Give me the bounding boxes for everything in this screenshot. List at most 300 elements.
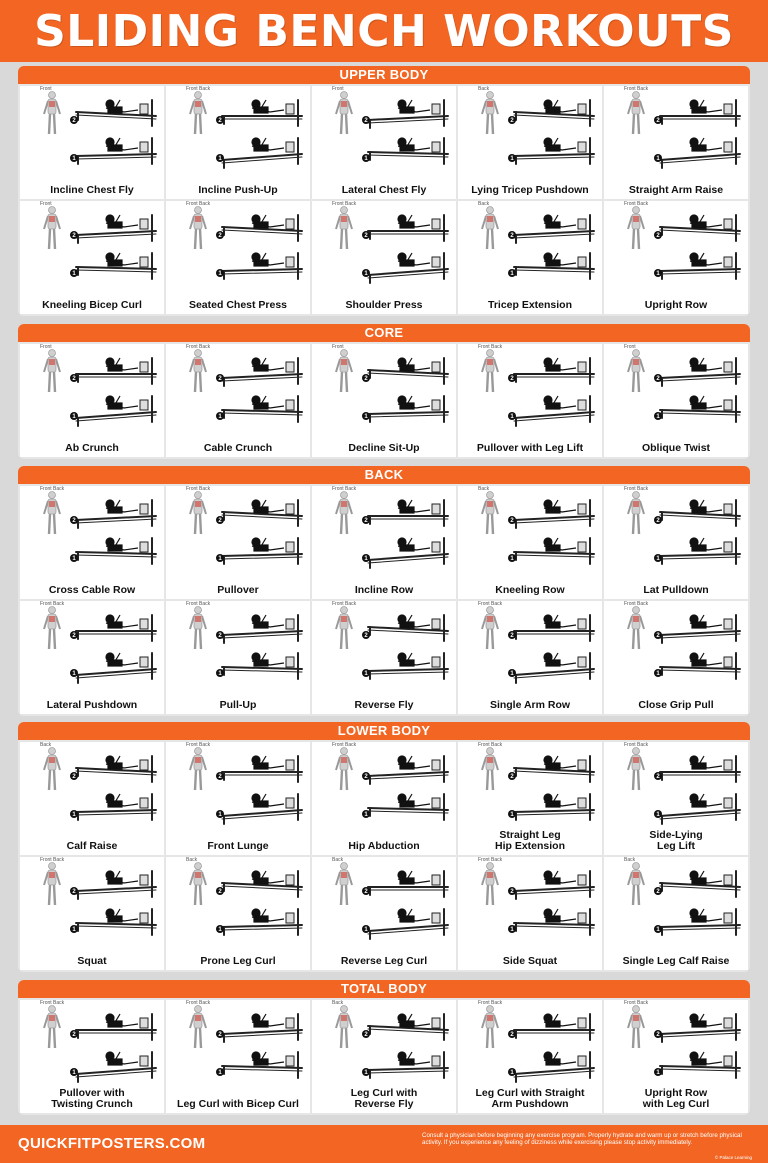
svg-text:1: 1 xyxy=(656,812,660,819)
exercise-card xyxy=(166,601,310,714)
svg-text:2: 2 xyxy=(656,518,660,525)
exercise-illustration xyxy=(508,492,598,574)
view-tag: Front Back xyxy=(624,1000,649,1006)
exercise-label: Leg Curl with Straight Arm Pushdown xyxy=(475,1087,585,1110)
svg-text:1: 1 xyxy=(72,927,76,934)
svg-text:2: 2 xyxy=(656,376,660,383)
svg-text:2: 2 xyxy=(72,774,76,781)
exercise-card xyxy=(166,857,310,970)
svg-text:2: 2 xyxy=(218,518,222,525)
muscle-map-icon xyxy=(470,205,510,253)
view-tag: Front xyxy=(40,344,52,350)
exercise-card xyxy=(166,201,310,314)
exercise-grid xyxy=(18,484,750,716)
muscle-map-icon xyxy=(470,605,510,653)
exercise-label: Leg Curl with Bicep Curl xyxy=(177,1098,299,1110)
exercise-card xyxy=(312,201,456,314)
view-tag: Front Back xyxy=(478,344,503,350)
muscle-map-icon xyxy=(32,605,72,653)
muscle-map-icon xyxy=(324,746,364,794)
exercise-grid xyxy=(18,998,750,1115)
svg-text:1: 1 xyxy=(72,156,76,163)
view-tag: Front xyxy=(40,201,52,207)
poster-footer xyxy=(0,1125,768,1163)
svg-text:2: 2 xyxy=(364,518,368,525)
muscle-map-icon xyxy=(470,490,510,538)
view-tag: Back xyxy=(332,1000,344,1006)
svg-text:1: 1 xyxy=(218,156,222,163)
view-tag: Back xyxy=(624,857,636,863)
muscle-map-icon xyxy=(32,746,72,794)
svg-text:2: 2 xyxy=(510,376,514,383)
view-tag: Front Back xyxy=(478,742,503,748)
view-tag: Front Back xyxy=(332,601,357,607)
svg-text:1: 1 xyxy=(656,927,660,934)
svg-text:1: 1 xyxy=(510,271,514,278)
exercise-illustration xyxy=(362,92,452,174)
exercise-card xyxy=(20,344,164,457)
svg-text:2: 2 xyxy=(72,518,76,525)
exercise-illustration xyxy=(654,92,744,174)
exercise-label: Oblique Twist xyxy=(641,442,711,454)
view-tag: Front Back xyxy=(624,86,649,92)
exercise-label: Single Arm Row xyxy=(489,699,571,711)
svg-text:1: 1 xyxy=(72,1070,76,1077)
view-tag: Front Back xyxy=(186,486,211,492)
section-lower-body xyxy=(18,722,750,972)
brand-link[interactable]: QUICKFITPOSTERS.COM xyxy=(18,1135,206,1152)
exercise-card xyxy=(166,1000,310,1113)
svg-text:1: 1 xyxy=(656,1070,660,1077)
exercise-illustration xyxy=(70,207,160,289)
svg-text:1: 1 xyxy=(218,1070,222,1077)
view-tag: Front Back xyxy=(186,201,211,207)
svg-text:2: 2 xyxy=(510,518,514,525)
exercise-illustration xyxy=(508,207,598,289)
exercise-label: Decline Sit-Up xyxy=(348,442,420,454)
muscle-map-icon xyxy=(470,348,510,396)
svg-text:1: 1 xyxy=(656,556,660,563)
muscle-map-icon xyxy=(178,490,218,538)
svg-text:2: 2 xyxy=(364,889,368,896)
exercise-card xyxy=(20,201,164,314)
exercise-card xyxy=(312,742,456,855)
muscle-map-icon xyxy=(616,746,656,794)
svg-text:2: 2 xyxy=(218,118,222,125)
view-tag: Front Back xyxy=(478,1000,503,1006)
exercise-label: Upright Row xyxy=(644,299,708,311)
svg-text:1: 1 xyxy=(218,271,222,278)
svg-text:2: 2 xyxy=(364,774,368,781)
view-tag: Front Back xyxy=(40,857,65,863)
view-tag: Front Back xyxy=(624,601,649,607)
svg-text:1: 1 xyxy=(218,671,222,678)
view-tag: Front xyxy=(332,86,344,92)
view-tag: Back xyxy=(478,86,490,92)
exercise-illustration xyxy=(216,350,306,432)
svg-text:1: 1 xyxy=(72,671,76,678)
svg-text:2: 2 xyxy=(510,633,514,640)
view-tag: Front xyxy=(624,344,636,350)
svg-text:2: 2 xyxy=(218,376,222,383)
exercise-illustration xyxy=(508,863,598,945)
svg-text:2: 2 xyxy=(218,889,222,896)
view-tag: Back xyxy=(478,486,490,492)
exercise-label: Single Leg Calf Raise xyxy=(622,955,730,967)
exercise-card xyxy=(20,742,164,855)
svg-text:2: 2 xyxy=(510,1032,514,1039)
muscle-map-icon xyxy=(324,1004,364,1052)
exercise-label: Pullover with Leg Lift xyxy=(476,442,584,454)
muscle-map-icon xyxy=(324,605,364,653)
exercise-card xyxy=(604,1000,748,1113)
exercise-card xyxy=(20,1000,164,1113)
exercise-illustration xyxy=(362,207,452,289)
exercise-illustration xyxy=(654,863,744,945)
view-tag: Front xyxy=(40,86,52,92)
exercise-card xyxy=(458,201,602,314)
muscle-map-icon xyxy=(470,90,510,138)
exercise-card xyxy=(166,86,310,199)
exercise-label: Upright Row with Leg Curl xyxy=(642,1087,710,1110)
view-tag: Front Back xyxy=(624,742,649,748)
svg-text:2: 2 xyxy=(364,1032,368,1039)
muscle-map-icon xyxy=(324,348,364,396)
view-tag: Back xyxy=(478,201,490,207)
svg-text:2: 2 xyxy=(72,889,76,896)
exercise-illustration xyxy=(362,492,452,574)
svg-text:2: 2 xyxy=(510,118,514,125)
exercise-label: Front Lunge xyxy=(207,840,269,852)
svg-text:1: 1 xyxy=(364,1070,368,1077)
exercise-illustration xyxy=(654,748,744,830)
svg-text:1: 1 xyxy=(510,1070,514,1077)
exercise-illustration xyxy=(216,863,306,945)
svg-text:1: 1 xyxy=(510,671,514,678)
muscle-map-icon xyxy=(32,348,72,396)
exercise-card xyxy=(458,86,602,199)
svg-text:2: 2 xyxy=(656,118,660,125)
exercise-label: Lying Tricep Pushdown xyxy=(471,184,589,196)
muscle-map-icon xyxy=(32,90,72,138)
exercise-illustration xyxy=(508,1006,598,1088)
muscle-map-icon xyxy=(324,490,364,538)
svg-text:1: 1 xyxy=(364,812,368,819)
exercise-label: Pullover xyxy=(217,584,259,596)
poster-title: SLIDING BENCH WORKOUTS xyxy=(34,5,734,57)
view-tag: Back xyxy=(186,857,198,863)
exercise-card xyxy=(604,486,748,599)
muscle-map-icon xyxy=(470,1004,510,1052)
exercise-label: Pullover with Twisting Crunch xyxy=(51,1087,133,1110)
svg-text:2: 2 xyxy=(364,233,368,240)
exercise-illustration xyxy=(216,748,306,830)
poster-header xyxy=(0,0,768,62)
exercise-illustration xyxy=(654,350,744,432)
exercise-grid xyxy=(18,740,750,972)
view-tag: Front Back xyxy=(186,742,211,748)
section-back xyxy=(18,466,750,716)
exercise-illustration xyxy=(362,748,452,830)
svg-text:1: 1 xyxy=(72,414,76,421)
svg-text:2: 2 xyxy=(510,889,514,896)
section-title: UPPER BODY xyxy=(18,66,750,84)
exercise-label: Squat xyxy=(77,955,107,967)
exercise-label: Pull-Up xyxy=(219,699,257,711)
exercise-illustration xyxy=(362,863,452,945)
exercise-card xyxy=(604,857,748,970)
svg-text:1: 1 xyxy=(364,671,368,678)
exercise-label: Close Grip Pull xyxy=(638,699,714,711)
exercise-illustration xyxy=(362,350,452,432)
exercise-grid xyxy=(18,84,750,316)
muscle-map-icon xyxy=(178,1004,218,1052)
muscle-map-icon xyxy=(32,1004,72,1052)
muscle-map-icon xyxy=(32,490,72,538)
view-tag: Front Back xyxy=(186,86,211,92)
exercise-label: Incline Chest Fly xyxy=(50,184,134,196)
exercise-label: Shoulder Press xyxy=(345,299,423,311)
svg-text:2: 2 xyxy=(656,233,660,240)
exercise-illustration xyxy=(216,92,306,174)
view-tag: Front Back xyxy=(332,486,357,492)
exercise-card xyxy=(312,344,456,457)
exercise-card xyxy=(458,742,602,855)
svg-text:2: 2 xyxy=(510,774,514,781)
muscle-map-icon xyxy=(178,861,218,909)
exercise-card xyxy=(604,201,748,314)
exercise-card xyxy=(458,601,602,714)
section-upper-body xyxy=(18,66,750,316)
view-tag: Front xyxy=(332,344,344,350)
svg-text:1: 1 xyxy=(218,812,222,819)
exercise-illustration xyxy=(216,207,306,289)
exercise-illustration xyxy=(70,1006,160,1088)
exercise-illustration xyxy=(70,92,160,174)
exercise-label: Reverse Fly xyxy=(354,699,414,711)
svg-text:1: 1 xyxy=(510,812,514,819)
view-tag: Front Back xyxy=(40,601,65,607)
muscle-map-icon xyxy=(616,1004,656,1052)
view-tag: Back xyxy=(40,742,52,748)
exercise-illustration xyxy=(70,350,160,432)
disclaimer-text: Consult a physician before beginning any exercise program. Properly hydrate and warm up or stretch before physical activity. If you experience any feeling of dizziness while exercising please stop activity immediately. xyxy=(422,1132,742,1147)
svg-text:2: 2 xyxy=(364,376,368,383)
exercise-label: Side-Lying Leg Lift xyxy=(649,829,703,852)
exercise-illustration xyxy=(216,492,306,574)
exercise-illustration xyxy=(362,607,452,689)
svg-text:2: 2 xyxy=(364,633,368,640)
exercise-card xyxy=(20,86,164,199)
exercise-label: Reverse Leg Curl xyxy=(340,955,428,967)
exercise-card xyxy=(166,344,310,457)
exercise-card xyxy=(20,857,164,970)
exercise-card xyxy=(166,486,310,599)
exercise-card xyxy=(604,601,748,714)
muscle-map-icon xyxy=(470,746,510,794)
section-title: CORE xyxy=(18,324,750,342)
muscle-map-icon xyxy=(178,746,218,794)
exercise-illustration xyxy=(508,92,598,174)
exercise-label: Cross Cable Row xyxy=(48,584,136,596)
exercise-label: Incline Push-Up xyxy=(198,184,278,196)
exercise-label: Seated Chest Press xyxy=(188,299,288,311)
muscle-map-icon xyxy=(178,348,218,396)
svg-text:1: 1 xyxy=(364,156,368,163)
muscle-map-icon xyxy=(616,348,656,396)
exercise-label: Incline Row xyxy=(354,584,414,596)
exercise-card xyxy=(312,857,456,970)
muscle-map-icon xyxy=(616,205,656,253)
svg-text:1: 1 xyxy=(364,927,368,934)
svg-text:2: 2 xyxy=(656,1032,660,1039)
muscle-map-icon xyxy=(616,90,656,138)
section-title: LOWER BODY xyxy=(18,722,750,740)
muscle-map-icon xyxy=(324,205,364,253)
exercise-label: Lat Pulldown xyxy=(643,584,709,596)
view-tag: Front Back xyxy=(624,201,649,207)
svg-text:2: 2 xyxy=(656,889,660,896)
exercise-grid xyxy=(18,342,750,459)
exercise-label: Side Squat xyxy=(502,955,558,967)
muscle-map-icon xyxy=(178,90,218,138)
exercise-card xyxy=(458,486,602,599)
exercise-illustration xyxy=(654,1006,744,1088)
svg-text:1: 1 xyxy=(364,414,368,421)
exercise-card xyxy=(604,344,748,457)
view-tag: Front Back xyxy=(186,601,211,607)
exercise-illustration xyxy=(216,1006,306,1088)
exercise-card xyxy=(604,86,748,199)
exercise-card xyxy=(20,486,164,599)
exercise-card xyxy=(604,742,748,855)
svg-text:1: 1 xyxy=(656,671,660,678)
exercise-card xyxy=(20,601,164,714)
exercise-card xyxy=(458,344,602,457)
muscle-map-icon xyxy=(616,490,656,538)
view-tag: Front Back xyxy=(478,601,503,607)
exercise-illustration xyxy=(654,207,744,289)
exercise-label: Straight Leg Hip Extension xyxy=(494,829,565,852)
svg-text:2: 2 xyxy=(72,633,76,640)
muscle-map-icon xyxy=(32,861,72,909)
svg-text:1: 1 xyxy=(656,156,660,163)
view-tag: Front Back xyxy=(40,1000,65,1006)
exercise-card xyxy=(312,486,456,599)
view-tag: Front Back xyxy=(624,486,649,492)
muscle-map-icon xyxy=(178,605,218,653)
svg-text:2: 2 xyxy=(218,1032,222,1039)
muscle-map-icon xyxy=(32,205,72,253)
exercise-card xyxy=(312,1000,456,1113)
exercise-card xyxy=(312,601,456,714)
view-tag: Back xyxy=(332,857,344,863)
svg-text:1: 1 xyxy=(218,414,222,421)
copyright-text: © Palace Learning xyxy=(714,1155,752,1160)
svg-text:1: 1 xyxy=(656,271,660,278)
exercise-card xyxy=(166,742,310,855)
section-total-body xyxy=(18,980,750,1115)
svg-text:2: 2 xyxy=(218,233,222,240)
section-title: BACK xyxy=(18,466,750,484)
view-tag: Front Back xyxy=(332,742,357,748)
exercise-illustration xyxy=(654,607,744,689)
exercise-label: Ab Crunch xyxy=(65,442,119,454)
exercise-label: Lateral Chest Fly xyxy=(341,184,427,196)
svg-text:2: 2 xyxy=(656,633,660,640)
exercise-label: Cable Crunch xyxy=(203,442,273,454)
svg-text:1: 1 xyxy=(510,414,514,421)
svg-text:1: 1 xyxy=(510,556,514,563)
view-tag: Front Back xyxy=(40,486,65,492)
svg-text:2: 2 xyxy=(72,233,76,240)
svg-text:2: 2 xyxy=(72,1032,76,1039)
exercise-illustration xyxy=(508,350,598,432)
exercise-illustration xyxy=(70,748,160,830)
view-tag: Front Back xyxy=(186,344,211,350)
exercise-label: Tricep Extension xyxy=(487,299,573,311)
svg-text:1: 1 xyxy=(72,556,76,563)
svg-text:2: 2 xyxy=(510,233,514,240)
muscle-map-icon xyxy=(324,90,364,138)
svg-text:2: 2 xyxy=(218,633,222,640)
svg-text:2: 2 xyxy=(656,774,660,781)
svg-text:1: 1 xyxy=(218,927,222,934)
exercise-label: Kneeling Row xyxy=(495,584,565,596)
exercise-illustration xyxy=(70,607,160,689)
exercise-label: Hip Abduction xyxy=(348,840,420,852)
view-tag: Front Back xyxy=(332,201,357,207)
svg-text:1: 1 xyxy=(72,812,76,819)
section-title: TOTAL BODY xyxy=(18,980,750,998)
exercise-card xyxy=(458,1000,602,1113)
muscle-map-icon xyxy=(178,205,218,253)
exercise-illustration xyxy=(362,1006,452,1088)
section-core xyxy=(18,324,750,459)
svg-text:1: 1 xyxy=(364,556,368,563)
exercise-label: Straight Arm Raise xyxy=(628,184,724,196)
view-tag: Front Back xyxy=(478,857,503,863)
muscle-map-icon xyxy=(470,861,510,909)
svg-text:2: 2 xyxy=(72,376,76,383)
svg-text:2: 2 xyxy=(218,774,222,781)
exercise-label: Leg Curl with Reverse Fly xyxy=(350,1087,418,1110)
exercise-label: Calf Raise xyxy=(66,840,118,852)
exercise-card xyxy=(312,86,456,199)
svg-text:1: 1 xyxy=(72,271,76,278)
svg-text:1: 1 xyxy=(656,414,660,421)
exercise-illustration xyxy=(654,492,744,574)
exercise-illustration xyxy=(508,607,598,689)
svg-text:2: 2 xyxy=(364,118,368,125)
muscle-map-icon xyxy=(616,861,656,909)
exercise-illustration xyxy=(216,607,306,689)
muscle-map-icon xyxy=(616,605,656,653)
exercise-label: Lateral Pushdown xyxy=(46,699,138,711)
svg-text:1: 1 xyxy=(510,927,514,934)
exercise-illustration xyxy=(70,863,160,945)
exercise-illustration xyxy=(508,748,598,830)
muscle-map-icon xyxy=(324,861,364,909)
svg-text:1: 1 xyxy=(510,156,514,163)
exercise-illustration xyxy=(70,492,160,574)
svg-text:1: 1 xyxy=(364,271,368,278)
exercise-label: Kneeling Bicep Curl xyxy=(42,299,142,311)
exercise-card xyxy=(458,857,602,970)
svg-text:2: 2 xyxy=(72,118,76,125)
view-tag: Front Back xyxy=(186,1000,211,1006)
svg-text:1: 1 xyxy=(218,556,222,563)
